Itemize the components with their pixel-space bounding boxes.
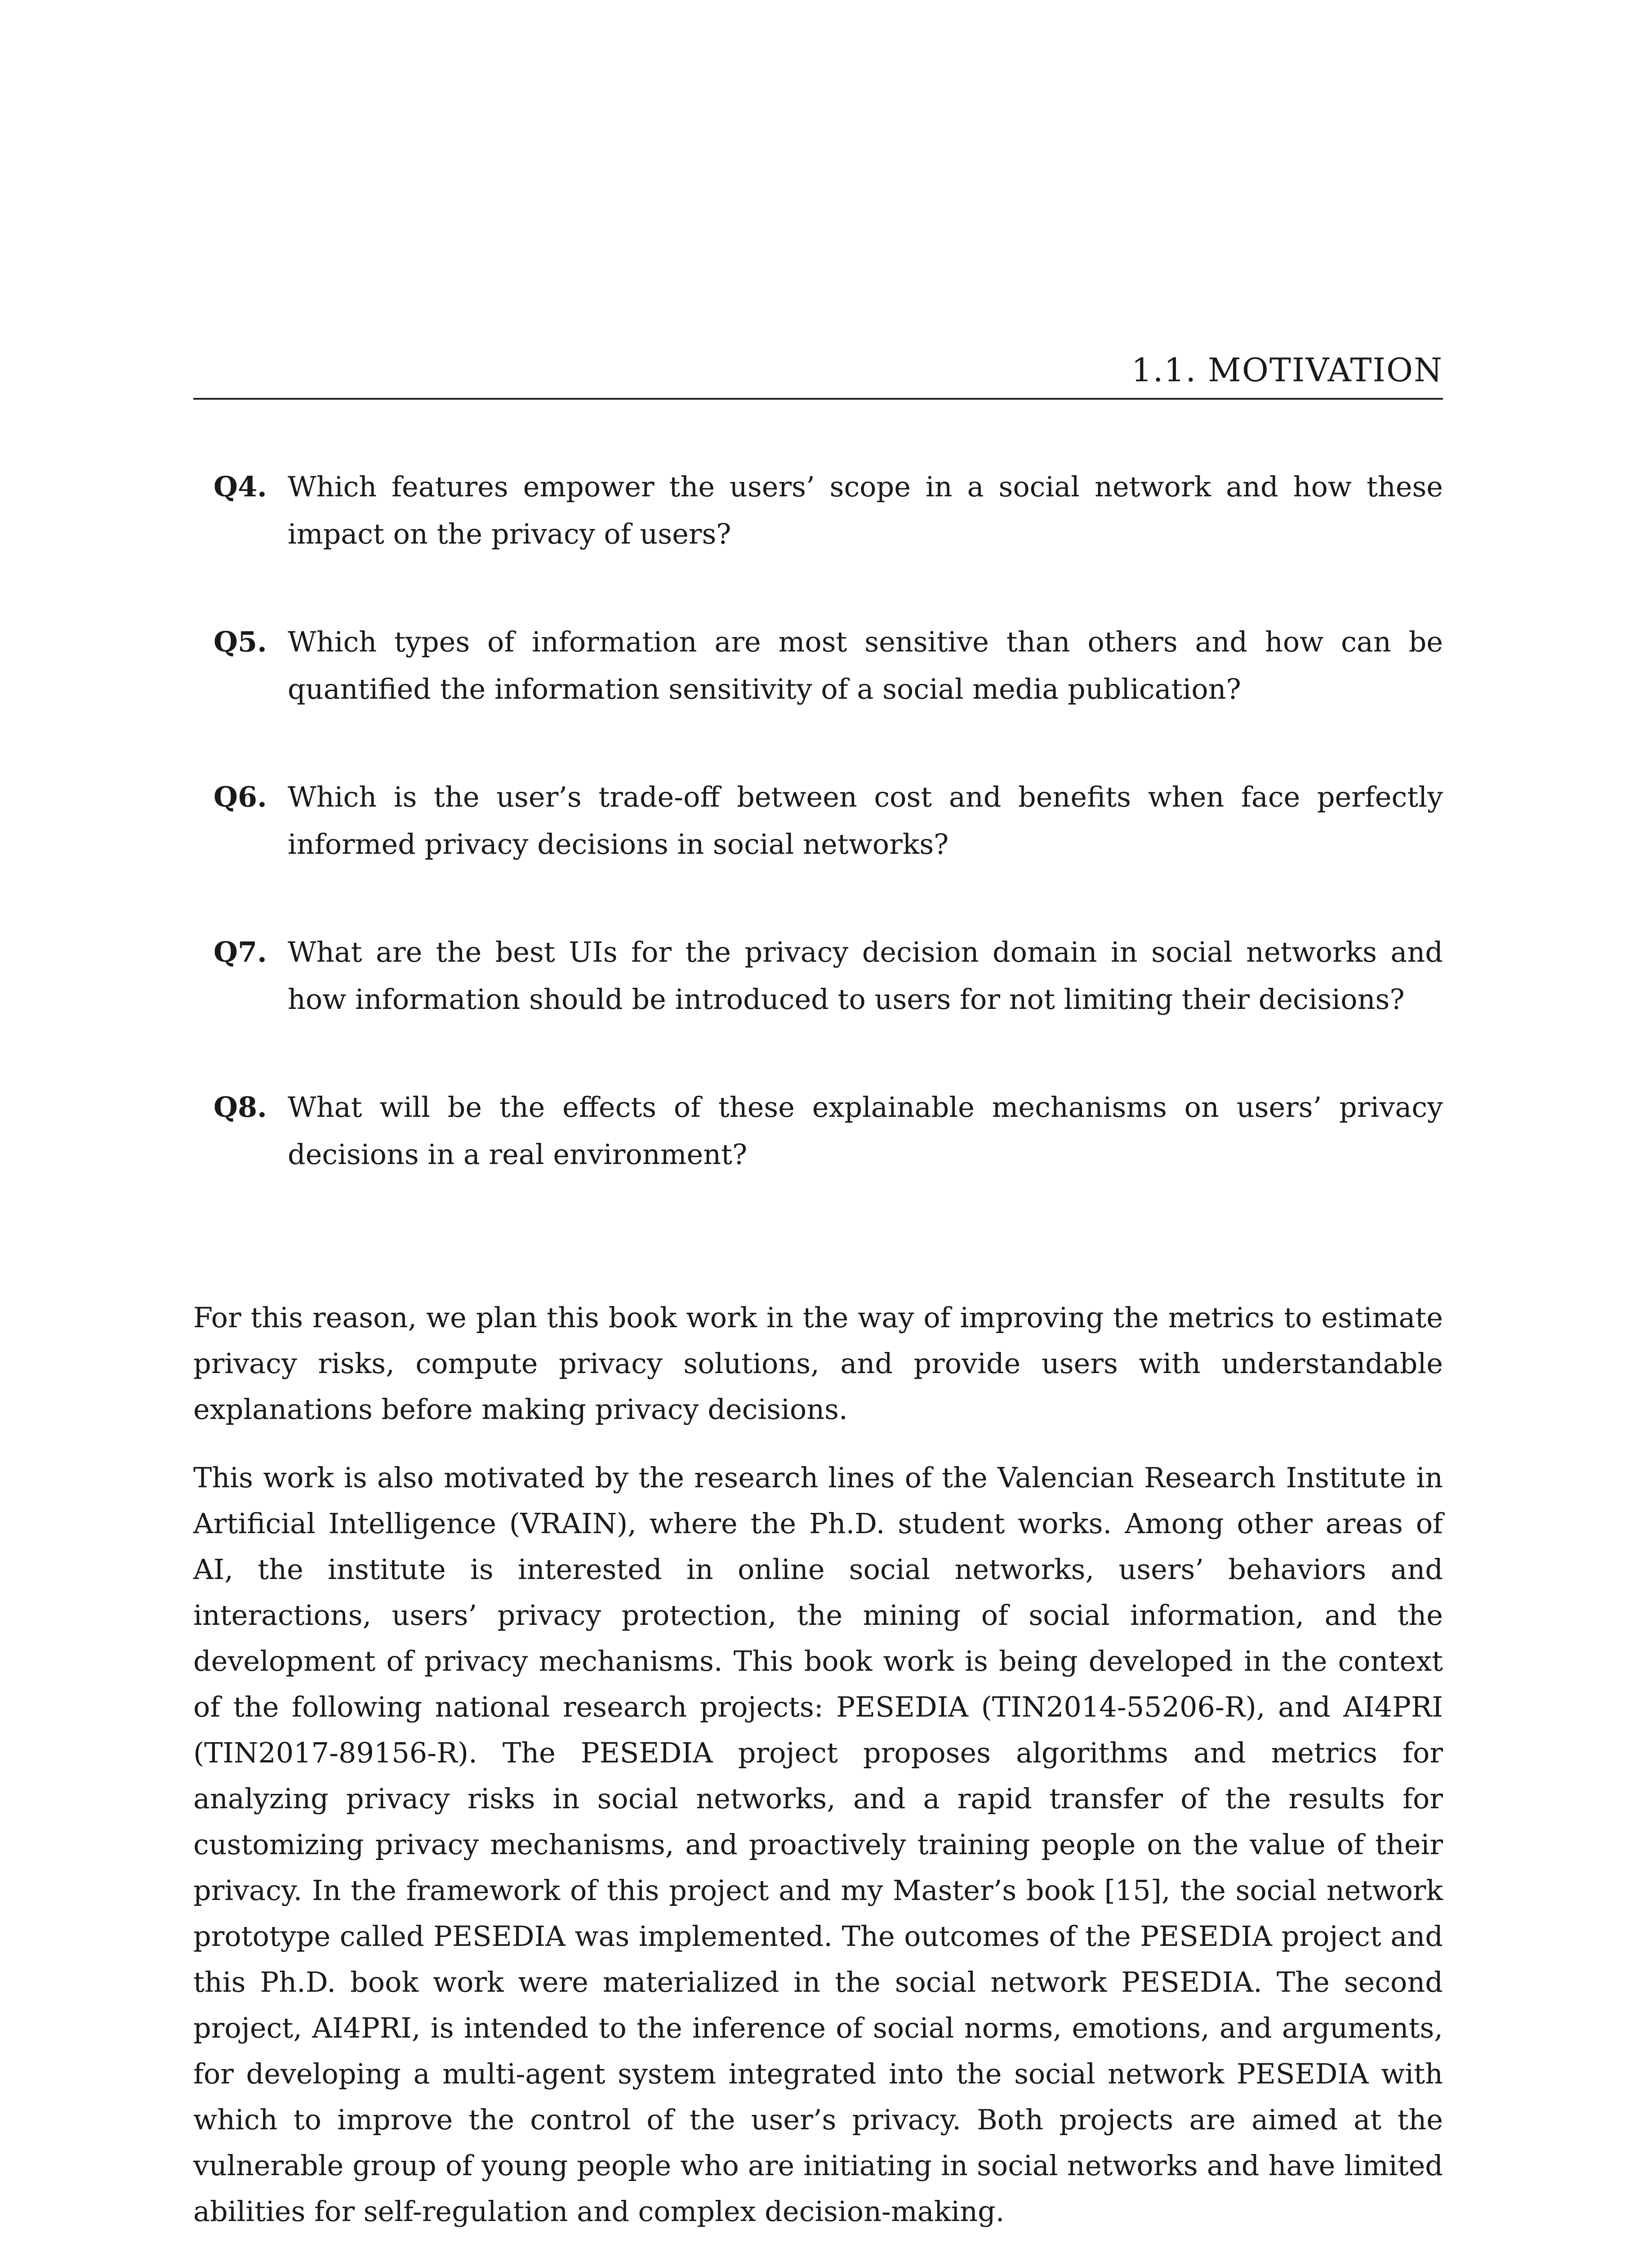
question-text: What are the best UIs for the privacy decision domain in social networks and how information should be introduced to users for not limiting their decisions? <box>288 936 1443 1016</box>
running-header <box>193 346 1443 400</box>
question-label: Q7. <box>214 936 267 968</box>
section-title: 1.1. MOTIVATION <box>1131 351 1443 389</box>
question-text: Which is the user’s trade-off between cost and benefits when face perfectly informed privacy decisions in social networks? <box>288 781 1443 861</box>
question-label: Q6. <box>214 781 267 813</box>
question-text: Which features empower the users’ scope in a social network and how these impact on the privacy of users? <box>288 470 1443 550</box>
question-item <box>193 618 1443 713</box>
question-text: What will be the effects of these explainable mechanisms on users’ privacy decisions in a real environment? <box>288 1091 1443 1171</box>
question-item <box>193 928 1443 1023</box>
question-label: Q8. <box>214 1091 267 1124</box>
paragraph: For this reason, we plan this book work in the way of improving the metrics to estimate privacy risks, compute privacy solutions, and provide users with understandable explanations before making privacy decisions. <box>193 1301 1443 1426</box>
paragraph: This work is also motivated by the research lines of the Valencian Research Institute in Artificial Intelligence (VRAIN), where the Ph.D. student works. Among other areas of AI, the institute is interested in online social networks, users’ behaviors and interactions, users’ privacy protection, the mining of social information, and the development of privacy mechanisms. This book work is being developed in the context of the following national research projects: PESEDIA (TIN2014-55206-R), and AI4PRI (TIN2017-89156-R). The PESEDIA project proposes algorithms and metrics for analyzing privacy risks in social networks, and a rapid transfer of the results for customizing privacy mechanisms, and proactively training people on the value of their privacy. In the framework of this project and my Master’s book [15], the social network prototype called PESEDIA was implemented. The outcomes of the PESEDIA project and this Ph.D. book work were materialized in the social network PESEDIA. The second project, AI4PRI, is intended to the inference of social norms, emotions, and arguments, for developing a multi-agent system integrated into the social network PESEDIA with which to improve the control of the user’s privacy. Both projects are aimed at the vulnerable group of young people who are initiating in social networks and have limited abilities for self-regulation and complex decision-making. <box>193 1461 1443 2228</box>
question-label: Q4. <box>214 470 267 503</box>
body-text <box>193 1295 1443 2248</box>
question-list <box>193 463 1443 1239</box>
question-item <box>193 1084 1443 1178</box>
question-label: Q5. <box>214 625 267 658</box>
question-item <box>193 463 1443 558</box>
question-text: Which types of information are most sensitive than others and how can be quantified the information sensitivity of a social media publication? <box>288 625 1443 705</box>
question-item <box>193 773 1443 868</box>
